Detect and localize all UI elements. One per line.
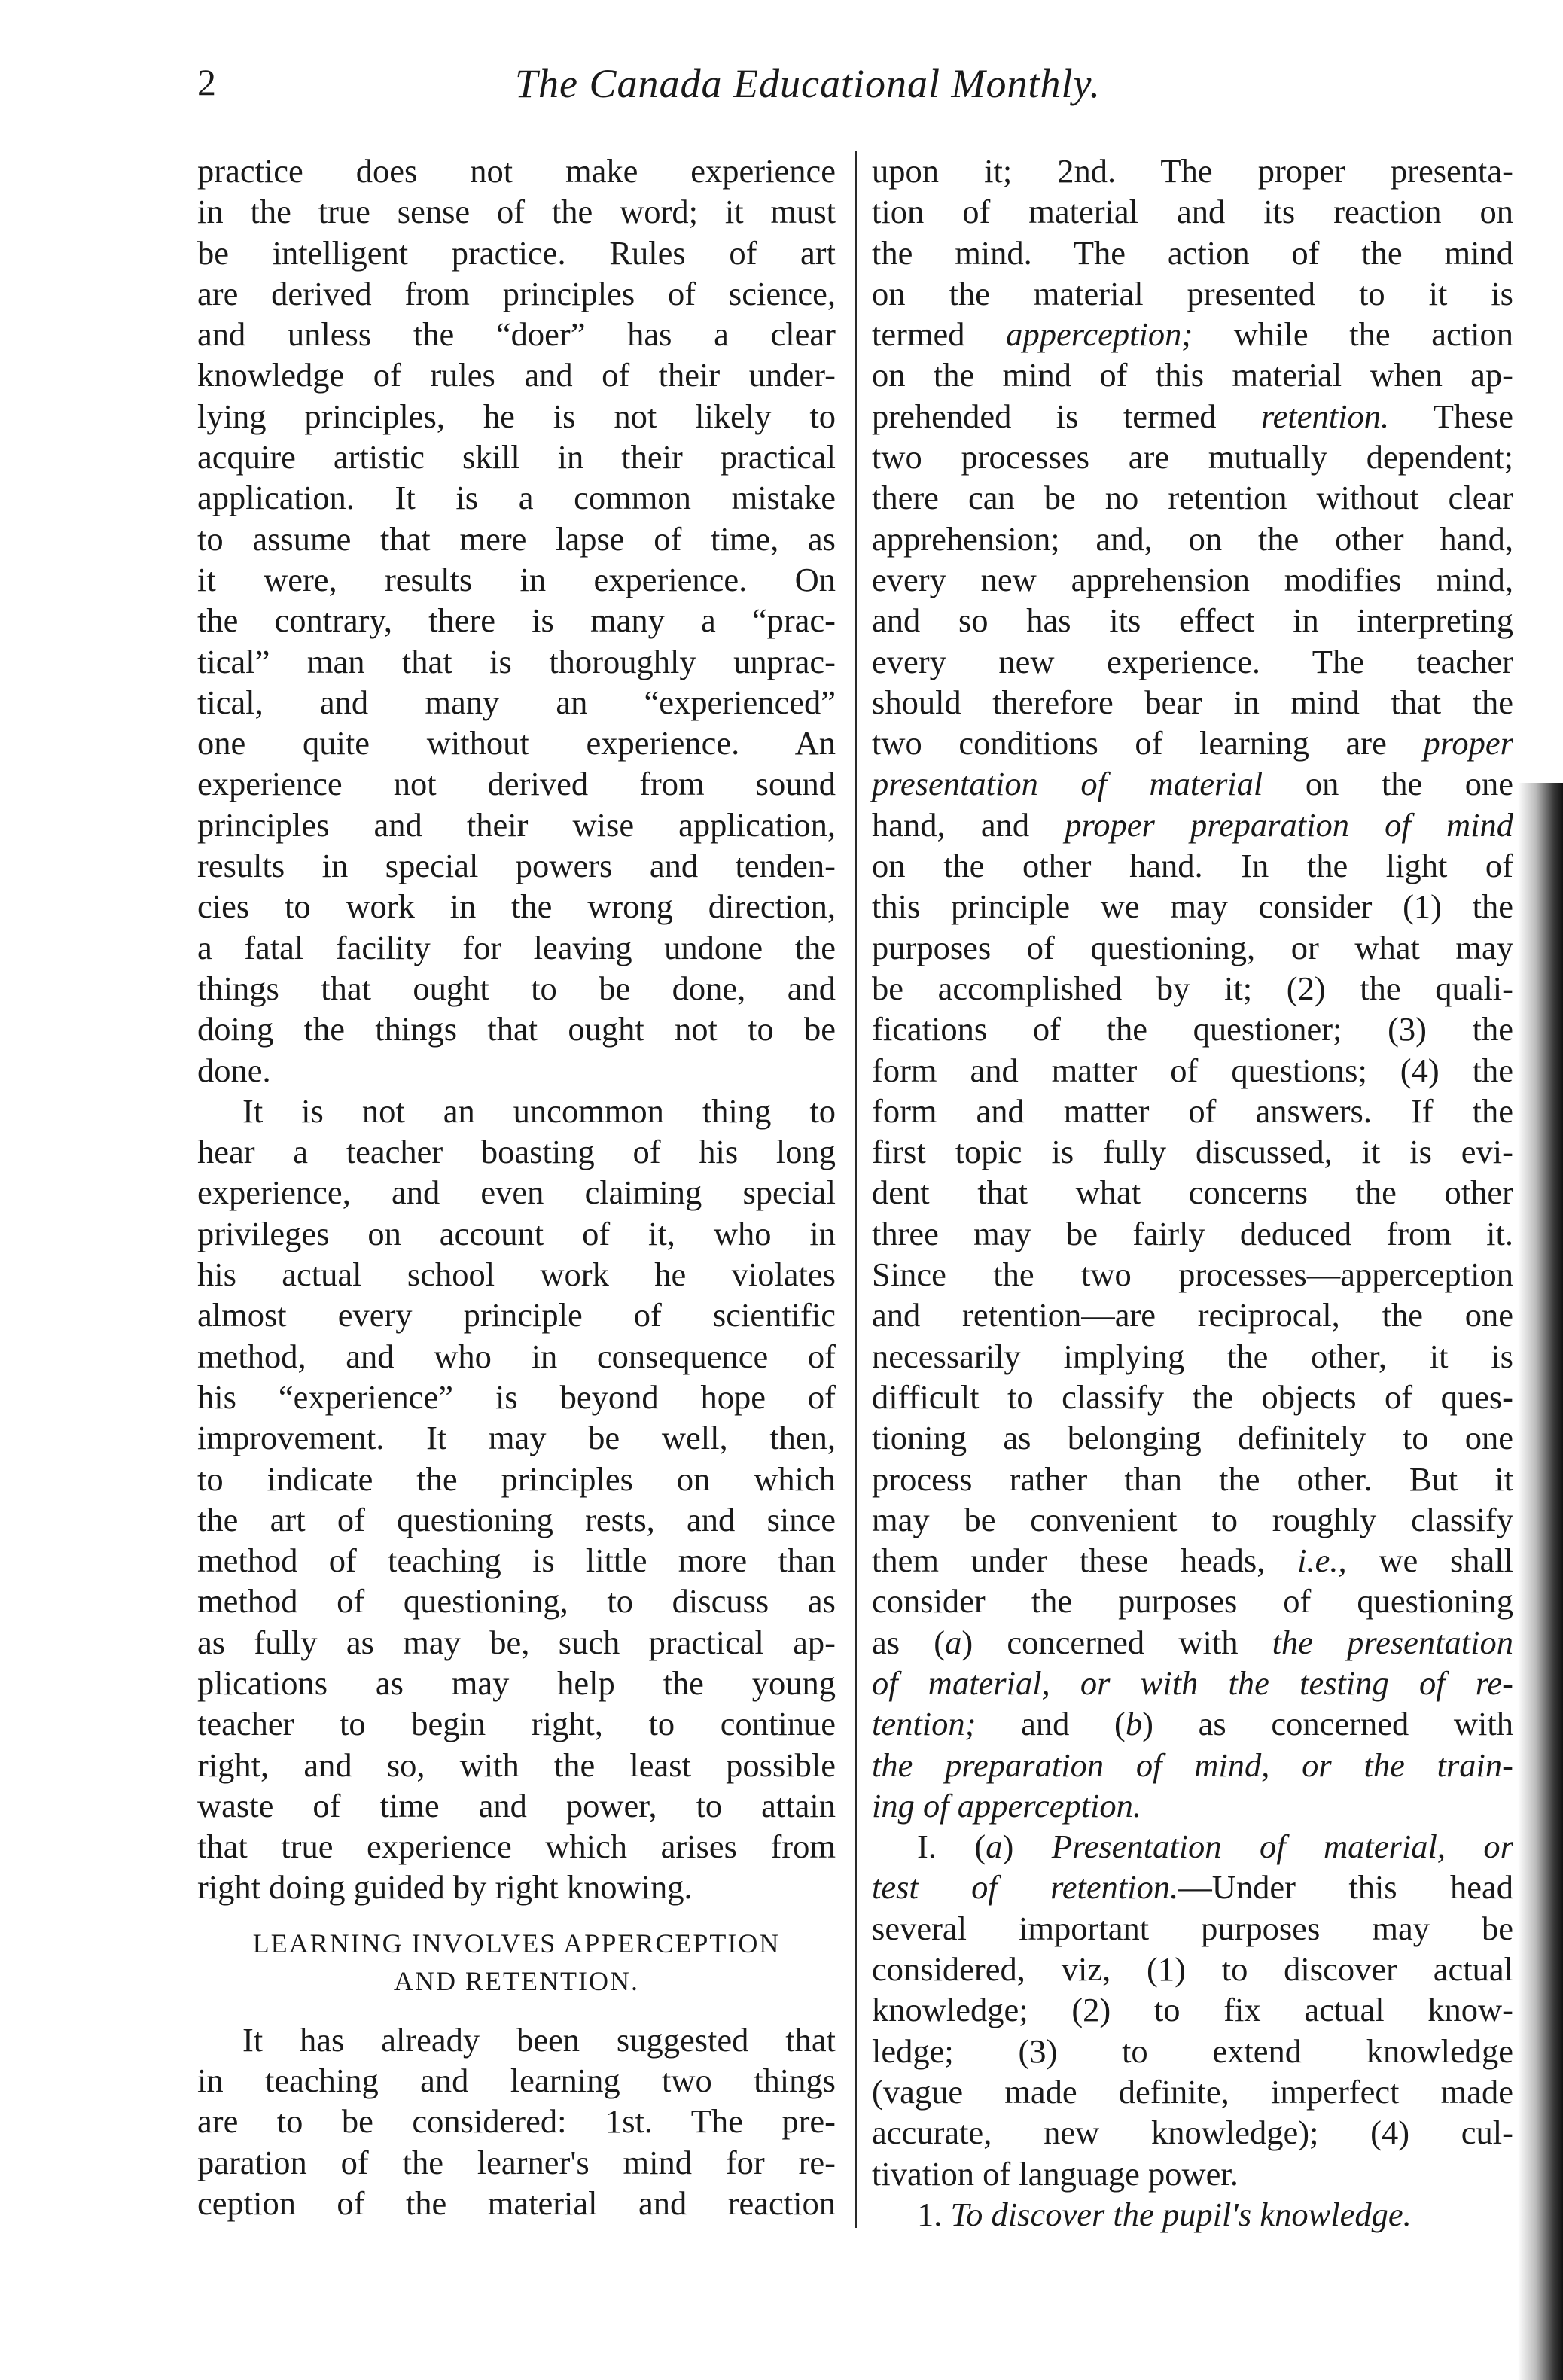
- text-line: consider the purposes of questioning: [872, 1582, 1513, 1621]
- numbered-item: 1. To discover the pupil's knowledge.: [917, 2195, 1412, 2233]
- text-line: prehended is termed retention. These: [872, 397, 1513, 435]
- text-line: first topic is fully discussed, it is evi-: [872, 1133, 1513, 1171]
- text-line: results in special powers and tenden-: [197, 847, 836, 885]
- text-line: be intelligent practice. Rules of art: [197, 233, 836, 272]
- text-line: almost every principle of scientific: [197, 1296, 836, 1335]
- running-head: [0, 60, 1563, 120]
- journal-title: The Canada Educational Monthly.: [515, 61, 1101, 106]
- text-line: this principle we may consider (1) the: [872, 887, 1513, 926]
- text-line: test of retention.—Under this head: [872, 1868, 1513, 1907]
- text-line: apprehension; and, on the other hand,: [872, 519, 1513, 558]
- text-line: purposes of questioning, or what may: [872, 928, 1513, 966]
- text-line: there can be no retention without clear: [872, 479, 1513, 517]
- text-line: and retention—are reciprocal, the one: [872, 1296, 1513, 1335]
- italic-term: apperception;: [1006, 315, 1193, 354]
- text-line: are to be considered: 1st. The pre-: [197, 2102, 836, 2141]
- text-line: necessarily implying the other, it is: [872, 1337, 1513, 1375]
- text-line: method of questioning, to discuss as: [197, 1582, 836, 1621]
- text-line: may be convenient to roughly classify: [872, 1500, 1513, 1538]
- text-line: It is not an uncommon thing to: [242, 1091, 836, 1130]
- italic-term: ing of apperception.: [872, 1786, 1141, 1825]
- text-line: right doing guided by right knowing.: [197, 1868, 693, 1907]
- italic-term: To discover the pupil's knowledge.: [950, 2195, 1412, 2233]
- text-line: experience, and even claiming special: [197, 1173, 836, 1212]
- text-line: to assume that mere lapse of time, as: [197, 519, 836, 558]
- section-heading-line: LEARNING INVOLVES APPERCEPTION: [252, 1928, 781, 1958]
- text-line: plications as may help the young: [197, 1663, 836, 1702]
- text-line: as fully as may be, such practical ap-: [197, 1623, 836, 1661]
- text-line: one quite without experience. An: [197, 724, 836, 762]
- text-line: principles and their wise application,: [197, 805, 836, 844]
- text-line: upon it; 2nd. The proper presenta-: [872, 152, 1513, 190]
- subsection-heading: I. (a) Presentation of material, or: [917, 1828, 1513, 1866]
- text-line: should therefore bear in mind that the: [872, 683, 1513, 721]
- text-line: knowledge; (2) to fix actual know-: [872, 1991, 1513, 2029]
- text-line: [872, 1663, 1513, 1703]
- italic-term: test of retention.: [872, 1868, 1179, 1907]
- text-line: knowledge of rules and of their under-: [197, 356, 836, 394]
- text-line: paration of the learner's mind for re-: [197, 2143, 836, 2181]
- text-line: (vague made definite, imperfect made: [872, 2072, 1513, 2111]
- text-line: and unless the “doer” has a clear: [197, 315, 836, 354]
- text-line: that true experience which arises from: [197, 1828, 836, 1866]
- text-line: tical” man that is thoroughly unprac-: [197, 642, 836, 680]
- text-line: accurate, new knowledge); (4) cul-: [872, 2114, 1513, 2152]
- text-line: improvement. It may be well, then,: [197, 1419, 836, 1457]
- text-line: three may be fairly deduced from it.: [872, 1214, 1513, 1252]
- text-line: the contrary, there is many a “prac-: [197, 601, 836, 640]
- text-line: be accomplished by it; (2) the quali-: [872, 969, 1513, 1007]
- text-line: Since the two processes—apperception: [872, 1255, 1513, 1294]
- text-line: on the material presented to it is: [872, 274, 1513, 312]
- text-line: termed apperception; while the action: [872, 315, 1513, 354]
- italic-term: proper: [1423, 724, 1513, 762]
- text-line: it were, results in experience. On: [197, 560, 836, 598]
- text-line: two conditions of learning are proper: [872, 724, 1513, 762]
- text-line: hear a teacher boasting of his long: [197, 1133, 836, 1171]
- paragraph-practice: [197, 151, 836, 1091]
- text-line: practice does not make experience: [197, 152, 836, 190]
- text-line: form and matter of answers. If the: [872, 1091, 1513, 1130]
- text-line: to indicate the principles on which: [197, 1459, 836, 1498]
- text-line: every new experience. The teacher: [872, 642, 1513, 680]
- italic-term: Presentation of material, or: [1051, 1828, 1513, 1866]
- text-line: waste of time and power, to attain: [197, 1786, 836, 1825]
- text-line: things that ought to be done, and: [197, 969, 836, 1007]
- italic-term: retention.: [1260, 397, 1390, 435]
- text-line: in teaching and learning two things: [197, 2062, 836, 2100]
- text-line: difficult to classify the objects of ques-: [872, 1377, 1513, 1416]
- text-line: fications of the questioner; (3) the: [872, 1010, 1513, 1048]
- text-line: method of teaching is little more than: [197, 1542, 836, 1580]
- text-line: process rather than the other. But it: [872, 1459, 1513, 1498]
- text-line: them under these heads, i.e., we shall: [872, 1542, 1513, 1580]
- text-line: application. It is a common mistake: [197, 479, 836, 517]
- scan-edge-shadow: [1518, 783, 1563, 2380]
- text-line: teacher to begin right, to continue: [197, 1705, 836, 1743]
- text-line: as (a) concerned with the presentation: [872, 1623, 1513, 1661]
- text-line: acquire artistic skill in their practical: [197, 438, 836, 476]
- text-line: lying principles, he is not likely to: [197, 397, 836, 435]
- italic-term: presentation of material: [872, 765, 1263, 803]
- paragraph-teacher-experience: [197, 1091, 836, 1908]
- italic-term: tention;: [872, 1705, 976, 1743]
- text-line: ception of the material and reaction: [197, 2184, 836, 2222]
- italic-term: of material, or with the testing of re-: [872, 1663, 1513, 1702]
- text-line: every new apprehension modifies mind,: [872, 560, 1513, 598]
- page-number: 2: [197, 61, 216, 103]
- text-line: experience not derived from sound: [197, 765, 836, 803]
- column-divider: [855, 151, 857, 2228]
- text-line: tivation of language power.: [872, 2154, 1239, 2193]
- italic-term: the preparation of mind, or the train-: [872, 1745, 1513, 1784]
- text-line: a fatal facility for leaving undone the: [197, 928, 836, 966]
- left-column: [197, 151, 836, 2223]
- text-line: ledge; (3) to extend knowledge: [872, 2032, 1513, 2070]
- text-line: the art of questioning rests, and since: [197, 1500, 836, 1538]
- text-line: his “experience” is beyond hope of: [197, 1377, 836, 1416]
- text-line: tioning as belonging definitely to one: [872, 1419, 1513, 1457]
- text-line: his actual school work he violates: [197, 1255, 836, 1294]
- text-line: tical, and many an “experienced”: [197, 683, 836, 721]
- italic-term: the presentation: [1272, 1623, 1513, 1661]
- text-line: right, and so, with the least possible: [197, 1745, 836, 1784]
- italic-term: proper preparation of mind: [1065, 805, 1513, 844]
- text-line: cies to work in the wrong direction,: [197, 887, 836, 926]
- right-column: [872, 151, 1513, 2235]
- text-line: presentation of material on the one: [872, 765, 1513, 803]
- text-line: two processes are mutually dependent;: [872, 438, 1513, 476]
- text-line: and so has its effect in interpreting: [872, 601, 1513, 640]
- text-line: [872, 1785, 1513, 1826]
- paragraph-learning: [197, 2019, 836, 2223]
- text-line: done.: [197, 1051, 271, 1089]
- section-heading-line: AND RETENTION.: [394, 1965, 639, 1996]
- text-line: hand, and proper preparation of mind: [872, 805, 1513, 844]
- text-line: form and matter of questions; (4) the: [872, 1051, 1513, 1089]
- text-line: on the other hand. In the light of: [872, 847, 1513, 885]
- text-line: It has already been suggested that: [242, 2020, 836, 2059]
- text-line: the mind. The action of the mind: [872, 233, 1513, 272]
- text-line: dent that what concerns the other: [872, 1173, 1513, 1212]
- text-line: considered, viz, (1) to discover actual: [872, 1950, 1513, 1989]
- text-line: in the true sense of the word; it must: [197, 193, 836, 231]
- text-line: method, and who in consequence of: [197, 1337, 836, 1375]
- text-line: privileges on account of it, who in: [197, 1214, 836, 1252]
- text-line: [872, 1745, 1513, 1785]
- text-line: on the mind of this material when ap-: [872, 356, 1513, 394]
- text-line: several important purposes may be: [872, 1909, 1513, 1947]
- section-heading: [197, 1925, 836, 2000]
- italic-term: i.e.,: [1297, 1542, 1347, 1580]
- text-line: tention; and (b) as concerned with: [872, 1705, 1514, 1743]
- text-line: doing the things that ought not to be: [197, 1010, 836, 1048]
- text-line: are derived from principles of science,: [197, 274, 836, 312]
- text-line: tion of material and its reaction on: [872, 193, 1513, 231]
